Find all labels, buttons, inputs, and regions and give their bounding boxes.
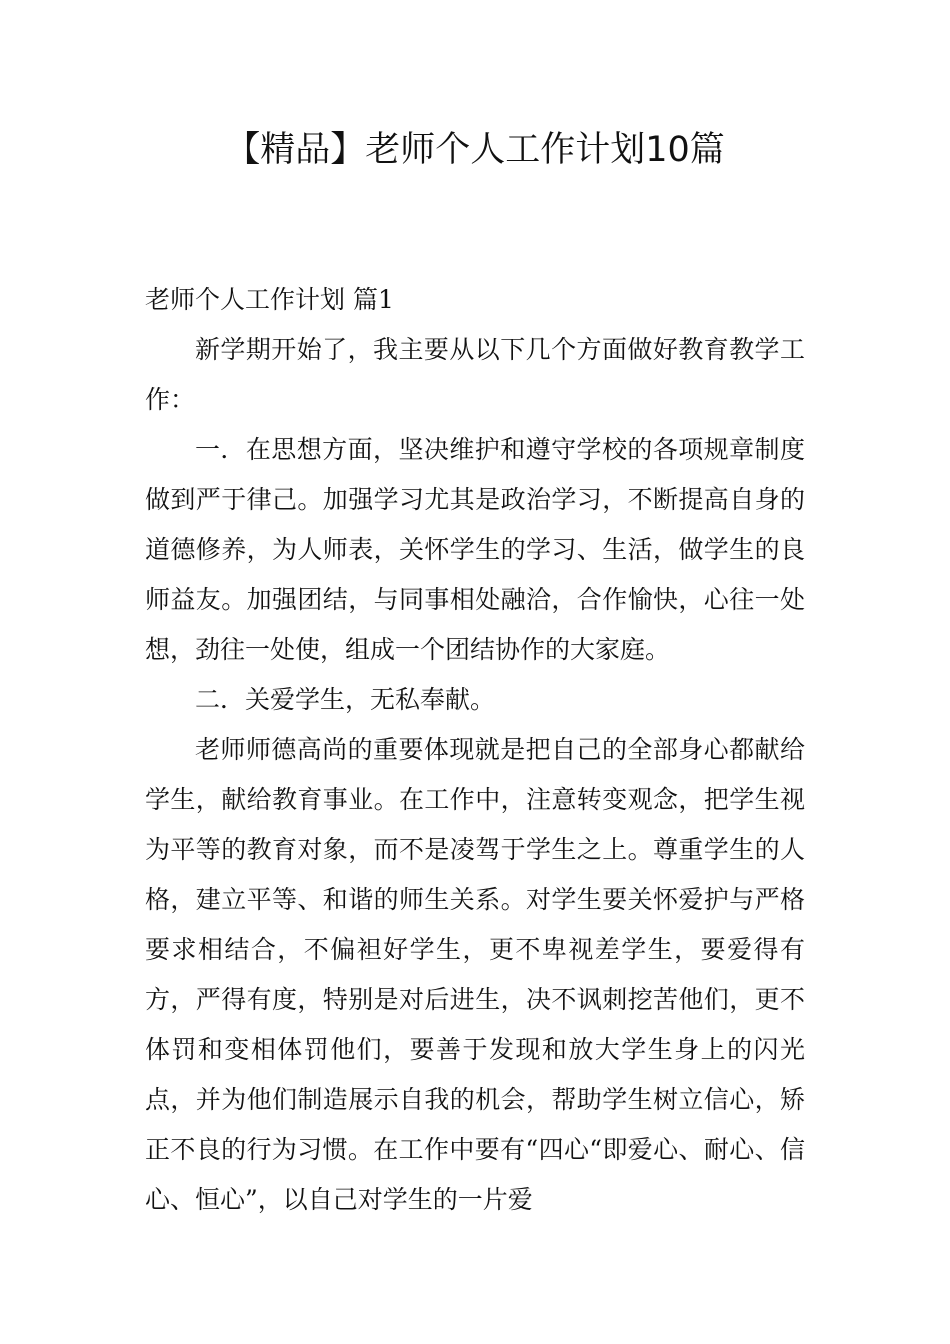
section-heading: 老师个人工作计划 篇1 [145, 285, 394, 314]
document-title: 【精品】老师个人工作计划10篇 [225, 130, 725, 170]
paragraph-care-heading: 二．关爱学生，无私奉献。 [195, 685, 496, 714]
document-body [145, 275, 805, 1225]
paragraph-intro: 新学期开始了，我主要从以下几个方面做好教育教学工作： [145, 335, 805, 414]
paragraph-teacher-ethics: 老师师德高尚的重要体现就是把自己的全部身心都献给学生，献给教育事业。在工作中，注意转变观念，把学生视为平等的教育对象，而不是凌驾于学生之上。尊重学生的人格，建立平等、和谐的师生关系。对学生要关怀爱护与严格要求相结合，不偏袒好学生，更不卑视差学生，要爱得有方，严得有度，特别是对后进生，决不讽刺挖苦他们，更不体罚和变相体罚他们，要善于发现和放大学生身上的闪光点，并为他们制造展示自我的机会，帮助学生树立信心，矫正不良的行为习惯。在工作中要有“四心“即爱心、耐心、信心、恒心”，以自己对学生的一片爱 [145, 735, 805, 1214]
paragraph-ideology: 一．在思想方面，坚决维护和遵守学校的各项规章制度做到严于律己。加强学习尤其是政治学习，不断提高自身的道德修养，为人师表，关怀学生的学习、生活，做学生的良师益友。加强团结，与同事相处融洽，合作愉快，心往一处想，劲往一处使，组成一个团结协作的大家庭。 [145, 435, 805, 664]
